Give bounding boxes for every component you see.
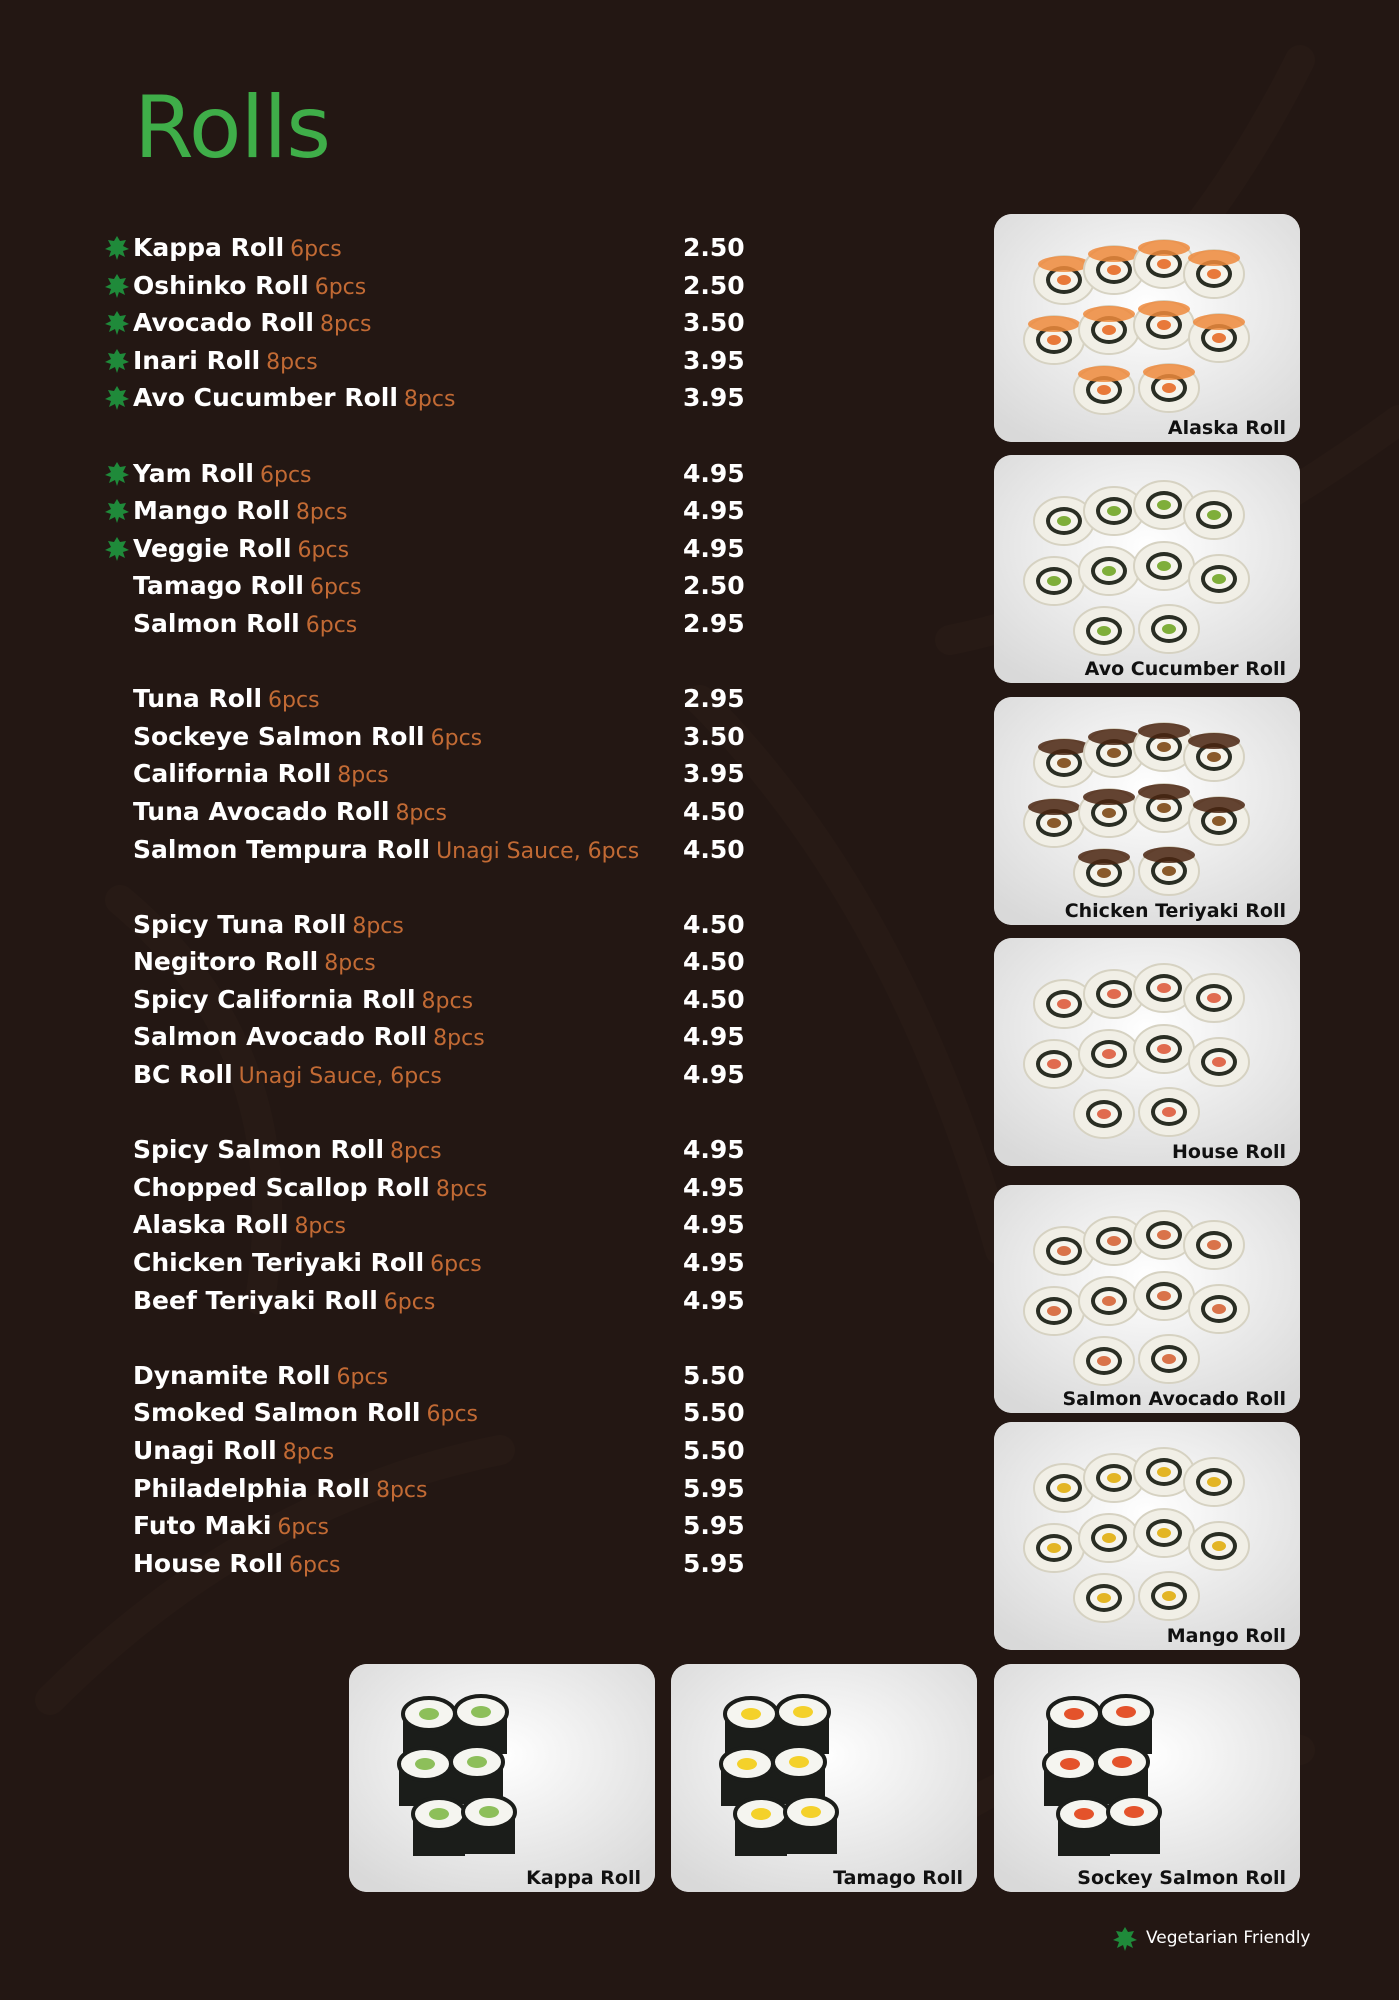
menu-item	[104, 1394, 744, 1432]
item-name	[133, 1131, 442, 1171]
menu-group	[104, 229, 744, 417]
item-name	[133, 342, 318, 382]
item-price: 4.95	[683, 533, 745, 563]
leaf-icon	[104, 348, 130, 374]
item-note: 8pcs	[319, 312, 372, 338]
item-note: 8pcs	[294, 1214, 346, 1240]
item-name-text: Unagi Roll	[133, 1436, 277, 1465]
menu-item	[104, 1056, 744, 1094]
item-name	[133, 718, 482, 758]
photo-caption: Sockey Salmon Roll	[1077, 1867, 1286, 1889]
item-price: 5.95	[683, 1548, 745, 1578]
item-name	[133, 605, 357, 645]
item-name-text: BC Roll	[133, 1060, 233, 1090]
photo-caption: Tamago Roll	[833, 1867, 963, 1889]
menu-item	[104, 718, 744, 756]
item-price: 5.50	[683, 1436, 745, 1465]
item-name-text: House Roll	[133, 1548, 283, 1578]
item-name-text: Spicy Salmon Roll	[133, 1135, 385, 1165]
menu-item	[104, 793, 744, 831]
item-name	[133, 229, 342, 269]
item-price: 4.95	[683, 1022, 745, 1052]
item-name-text: Salmon Roll	[133, 608, 300, 638]
photo-alaska-roll	[994, 214, 1300, 442]
item-price: 4.50	[683, 796, 745, 826]
item-price: 5.50	[683, 1360, 745, 1390]
photo-avo-cucumber-roll	[994, 455, 1300, 683]
item-name	[133, 943, 376, 983]
item-name-text: Futo Maki	[133, 1511, 272, 1541]
item-name-text: Sockeye Salmon Roll	[133, 721, 425, 751]
menu-group	[104, 1131, 744, 1319]
item-name-text: Avo Cucumber Roll	[133, 383, 398, 413]
leaf-icon	[104, 235, 130, 261]
item-note: 6pcs	[260, 462, 312, 488]
item-price: 4.50	[683, 834, 745, 864]
item-price: 3.95	[683, 345, 745, 375]
menu-item	[104, 1018, 744, 1056]
photo-caption: Chicken Teriyaki Roll	[1064, 900, 1286, 922]
item-name-text: Alaska Roll	[133, 1210, 289, 1240]
photo-caption: Salmon Avocado Roll	[1062, 1388, 1286, 1410]
item-price: 4.50	[683, 909, 745, 939]
menu-item	[104, 605, 744, 643]
item-note: 8pcs	[324, 951, 376, 977]
item-price: 4.95	[683, 1210, 745, 1240]
menu-item	[104, 567, 744, 605]
item-name-text: Yam Roll	[133, 458, 254, 488]
item-name-text: Tuna Roll	[133, 684, 263, 714]
item-name-text: Chicken Teriyaki Roll	[133, 1248, 425, 1278]
menu-group	[104, 680, 744, 868]
leaf-icon	[104, 273, 130, 299]
menu-item	[104, 906, 744, 944]
leaf-icon	[104, 461, 130, 487]
item-note: Unagi Sauce, 6pcs	[238, 1064, 442, 1090]
photo-mango-roll	[994, 1422, 1300, 1650]
page-title: Rolls	[134, 78, 331, 178]
menu-item	[104, 229, 744, 267]
menu-item	[104, 1507, 744, 1545]
item-price: 4.95	[683, 496, 745, 526]
photo-sockey-salmon-roll	[994, 1664, 1300, 1892]
leaf-icon	[104, 498, 130, 524]
item-name	[133, 1470, 427, 1510]
item-price: 4.50	[683, 984, 745, 1014]
item-price: 3.95	[683, 383, 745, 413]
item-name	[133, 379, 455, 419]
photo-caption: House Roll	[1172, 1141, 1286, 1163]
item-price: 4.95	[683, 1285, 745, 1315]
item-name	[133, 1206, 346, 1246]
item-name	[133, 567, 362, 607]
menu-item	[104, 530, 744, 568]
menu-item	[104, 1470, 744, 1508]
item-note: 8pcs	[337, 763, 389, 789]
item-name-text: Mango Roll	[133, 496, 290, 526]
item-note: 6pcs	[297, 537, 350, 563]
item-name	[133, 1056, 442, 1096]
item-note: 6pcs	[426, 1402, 479, 1428]
item-note: 8pcs	[266, 349, 318, 375]
item-note: 6pcs	[336, 1364, 389, 1390]
legend-label: Vegetarian Friendly	[1146, 1928, 1311, 1948]
menu-list	[104, 229, 744, 1620]
item-name	[133, 1545, 341, 1585]
item-note: 8pcs	[295, 500, 348, 526]
menu-item	[104, 304, 744, 342]
item-name-text: Salmon Tempura Roll	[133, 834, 431, 864]
item-note: 8pcs	[421, 988, 474, 1014]
item-name-text: Oshinko Roll	[133, 270, 309, 300]
item-price: 2.50	[683, 233, 745, 262]
leaf-icon	[104, 536, 130, 562]
item-name-text: Chopped Scallop Roll	[133, 1172, 430, 1202]
item-note: 6pcs	[305, 612, 358, 638]
item-price: 2.50	[683, 571, 745, 601]
item-name	[133, 1244, 482, 1284]
item-price: 4.95	[683, 1172, 745, 1202]
item-price: 3.95	[683, 759, 745, 789]
item-price: 5.50	[683, 1398, 745, 1428]
item-name-text: Dynamite Roll	[133, 1360, 331, 1390]
item-name-text: Tamago Roll	[133, 571, 304, 601]
item-name-text: Inari Roll	[133, 345, 261, 375]
item-name	[133, 680, 320, 720]
menu-item	[104, 680, 744, 718]
item-name	[133, 1018, 485, 1058]
item-price: 4.95	[683, 1135, 745, 1165]
item-price: 3.50	[683, 308, 745, 338]
menu-item	[104, 492, 744, 530]
item-name-text: Philadelphia Roll	[133, 1473, 370, 1503]
item-name	[133, 793, 447, 833]
item-price: 5.95	[683, 1511, 745, 1541]
item-note: 6pcs	[277, 1515, 329, 1541]
item-note: 8pcs	[375, 1477, 428, 1503]
item-name	[133, 755, 389, 795]
item-note: 8pcs	[435, 1176, 488, 1202]
leaf-icon	[104, 310, 130, 336]
menu-item	[104, 1545, 744, 1583]
item-price: 4.95	[683, 1060, 745, 1090]
photo-house-roll	[994, 938, 1300, 1166]
menu-group	[104, 906, 744, 1094]
leaf-icon	[1112, 1926, 1138, 1952]
item-name	[133, 1507, 329, 1547]
item-name-text: Negitoro Roll	[133, 947, 319, 977]
item-name-text: Beef Teriyaki Roll	[133, 1285, 378, 1315]
item-name	[133, 1394, 478, 1434]
item-name	[133, 1282, 435, 1322]
item-name-text: Veggie Roll	[133, 533, 292, 563]
menu-item	[104, 755, 744, 793]
item-name	[133, 267, 366, 307]
item-note: 6pcs	[314, 274, 367, 300]
item-note: 6pcs	[268, 688, 320, 714]
photo-caption: Mango Roll	[1166, 1625, 1286, 1647]
menu-item	[104, 342, 744, 380]
menu-item	[104, 981, 744, 1019]
item-name-text: Salmon Avocado Roll	[133, 1022, 428, 1052]
item-note: 6pcs	[430, 725, 483, 751]
menu-item	[104, 267, 744, 305]
item-note: Unagi Sauce, 6pcs	[436, 838, 640, 864]
menu-item	[104, 1432, 744, 1470]
photo-kappa-roll	[349, 1664, 655, 1892]
item-name	[133, 981, 473, 1021]
item-name	[133, 1432, 334, 1472]
item-note: 6pcs	[383, 1289, 436, 1315]
item-note: 6pcs	[430, 1252, 482, 1278]
menu-item	[104, 943, 744, 981]
item-name	[133, 831, 639, 871]
menu-group	[104, 455, 744, 643]
item-name	[133, 1357, 388, 1397]
leaf-icon	[104, 385, 130, 411]
photo-salmon-avocado-roll	[994, 1185, 1300, 1413]
item-name	[133, 906, 404, 946]
item-price: 4.50	[683, 947, 745, 977]
item-name-text: Spicy California Roll	[133, 984, 416, 1014]
item-name	[133, 492, 347, 532]
menu-item	[104, 1131, 744, 1169]
item-name	[133, 1169, 487, 1209]
item-note: 6pcs	[289, 1552, 341, 1578]
item-price: 4.95	[683, 1248, 745, 1278]
menu-item	[104, 455, 744, 493]
menu-item	[104, 1244, 744, 1282]
item-note: 8pcs	[395, 800, 447, 826]
item-name	[133, 304, 372, 344]
item-price: 2.95	[683, 684, 745, 714]
item-note: 6pcs	[309, 575, 362, 601]
item-note: 8pcs	[390, 1139, 442, 1165]
menu-item	[104, 379, 744, 417]
menu-group	[104, 1357, 744, 1583]
photo-tamago-roll	[671, 1664, 977, 1892]
item-name-text: Avocado Roll	[133, 308, 314, 338]
menu-item	[104, 831, 744, 869]
item-name	[133, 455, 312, 495]
item-price: 3.50	[683, 721, 745, 751]
item-note: 8pcs	[433, 1026, 485, 1052]
photo-chicken-teriyaki-roll	[994, 697, 1300, 925]
menu-item	[104, 1169, 744, 1207]
menu-item	[104, 1282, 744, 1320]
item-name-text: Spicy Tuna Roll	[133, 909, 347, 939]
item-note: 8pcs	[352, 913, 404, 939]
item-name-text: Tuna Avocado Roll	[133, 796, 390, 826]
menu-item	[104, 1206, 744, 1244]
item-name-text: Smoked Salmon Roll	[133, 1398, 421, 1428]
item-note: 6pcs	[290, 237, 342, 262]
menu-item	[104, 1357, 744, 1395]
item-note: 8pcs	[282, 1440, 335, 1465]
item-price: 2.50	[683, 270, 745, 300]
item-name-text: California Roll	[133, 759, 332, 789]
photo-caption: Avo Cucumber Roll	[1084, 658, 1286, 680]
item-name-text: Kappa Roll	[133, 233, 285, 262]
photo-caption: Alaska Roll	[1167, 417, 1286, 439]
photo-caption: Kappa Roll	[526, 1867, 641, 1889]
item-name	[133, 530, 349, 570]
item-price: 2.95	[683, 608, 745, 638]
item-price: 4.95	[683, 458, 745, 488]
item-price: 5.95	[683, 1473, 745, 1503]
item-note: 8pcs	[403, 387, 456, 413]
